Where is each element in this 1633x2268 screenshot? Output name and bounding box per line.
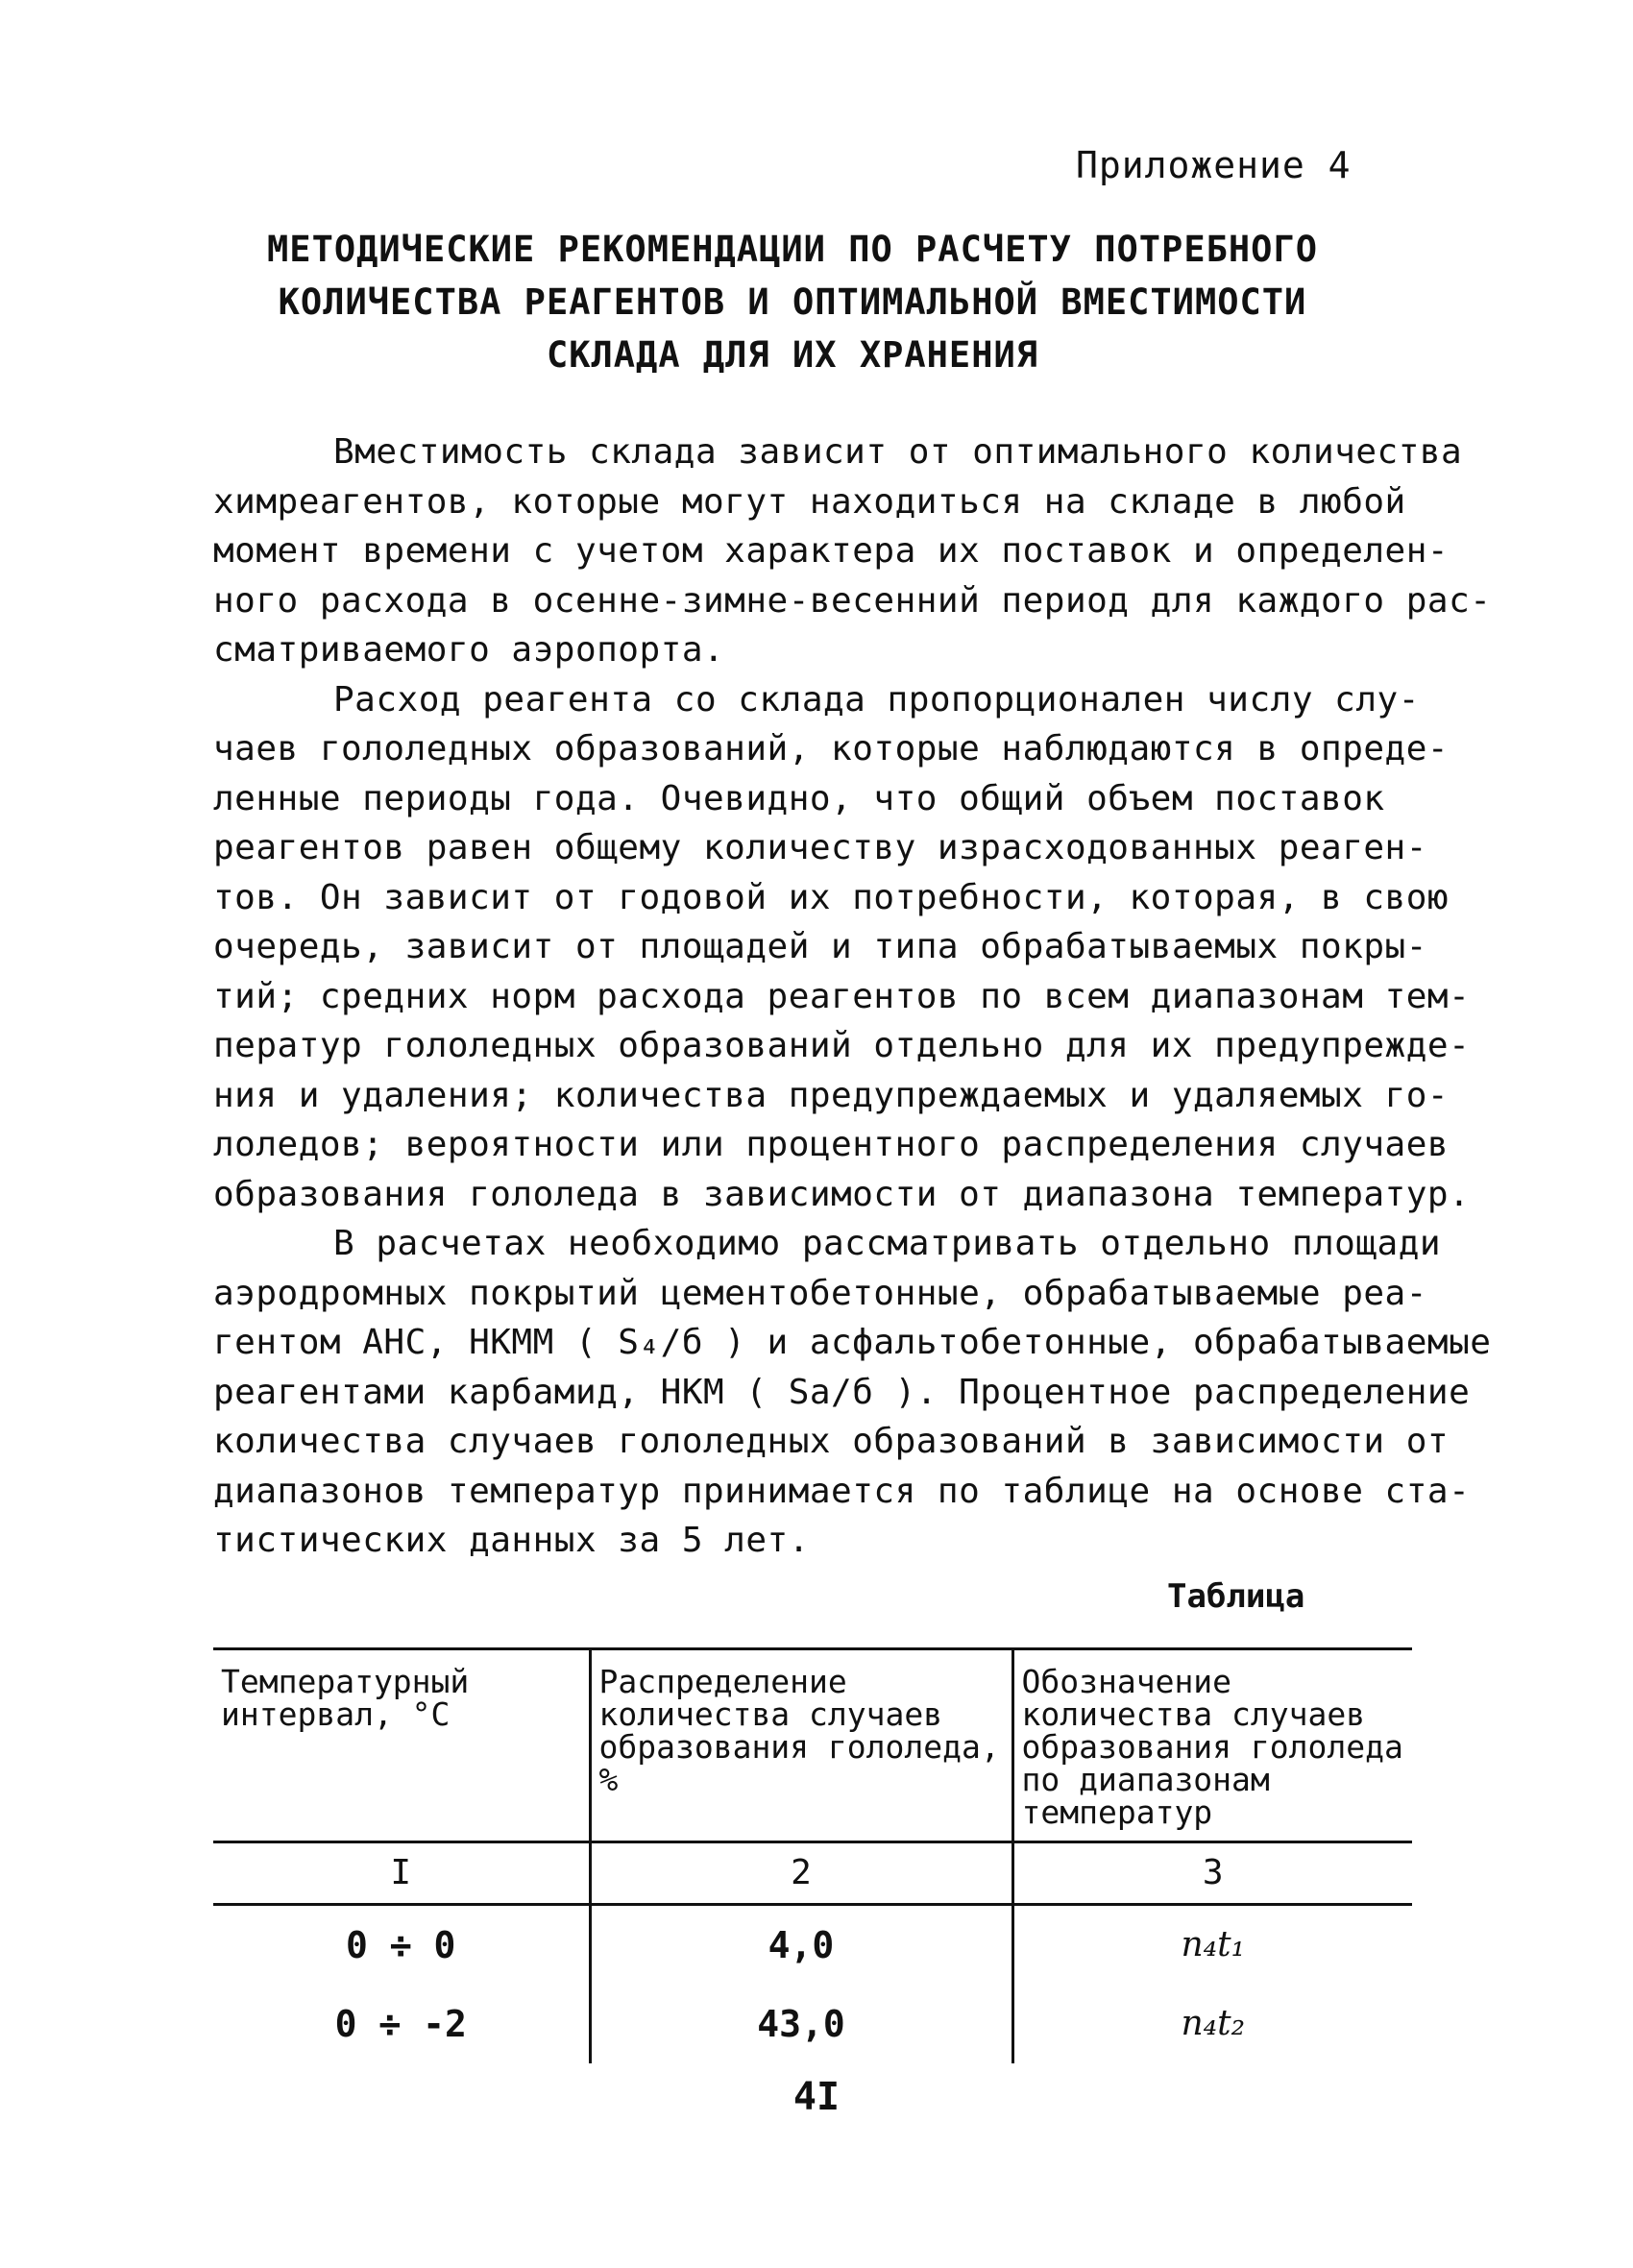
column-number: I (213, 1842, 590, 1905)
text-line: ператур гололедных образований отдельно для их предупрежде- (213, 1026, 1471, 1065)
title-line: МЕТОДИЧЕСКИЕ РЕКОМЕНДАЦИИ ПО РАСЧЕТУ ПОТРЕБНОГО (267, 229, 1318, 270)
text-line: лоледов; вероятности или процентного распределения случаев (213, 1125, 1450, 1164)
text-line: ленные периоды года. Очевидно, что общий объем поставок (213, 778, 1385, 818)
text-line: сматриваемого аэропорта. (213, 630, 725, 670)
cell-symbol: n₄t₂ (1012, 1985, 1412, 2063)
text-line: химреагентов, которые могут находиться на складе в любой (213, 481, 1406, 522)
text-line: В расчетах необходимо рассматривать отдельно площади (333, 1224, 1442, 1263)
text-line: гентом АНС, НКММ ( S₄/б ) и асфальтобетонные, обрабатываемые (213, 1323, 1492, 1362)
paragraph-1 (213, 427, 1492, 675)
page-number: 4I (792, 2075, 841, 2119)
paragraph-2 (213, 675, 1471, 1220)
text-line: тий; средних норм расхода реагентов по всем диапазонам тем- (213, 976, 1471, 1016)
cell-symbol: n₄t₁ (1012, 1905, 1412, 1986)
table-row (213, 1905, 1412, 1986)
text-line: ния и удаления; количества предупреждаемых и удаляемых го- (213, 1075, 1450, 1115)
table-caption: Таблица (1167, 1577, 1305, 1616)
text-line: аэродромных покрытий цементобетонные, обрабатываемые реа- (213, 1273, 1427, 1313)
column-number: 2 (590, 1842, 1012, 1905)
text-line: тистических данных за 5 лет. (213, 1521, 810, 1560)
title-line: СКЛАДА ДЛЯ ИХ ХРАНЕНИЯ (546, 334, 1039, 376)
cell-interval: 0 ÷ 0 (346, 1924, 456, 1966)
header-temperature-interval: Температурный интервал, °С (213, 1649, 590, 1842)
text-line: диапазонов температур принимается по таблице на основе ста- (213, 1471, 1471, 1511)
cell-percent: 43,0 (590, 1985, 1012, 2063)
text-line: тов. Он зависит от годовой их потребности, которая, в свою (213, 877, 1450, 917)
column-number: 3 (1012, 1842, 1412, 1905)
text-line: Расход реагента со склада пропорционален числу слу- (333, 679, 1420, 719)
text-line: реагентов равен общему количеству израсходованных реаген- (213, 828, 1427, 867)
text-line: количества случаев гололедных образований в зависимости от (213, 1422, 1450, 1461)
column-number-row (213, 1842, 1412, 1905)
body-text (213, 427, 1492, 1566)
data-table (213, 1647, 1412, 2063)
text-line: Вместимость склада зависит от оптимального количества (333, 432, 1463, 472)
header-designation: Обозначение количества случаев образования гололеда по диапазонам температур (1012, 1649, 1412, 1842)
text-line: очередь, зависит от площадей и типа обрабатываемых покры- (213, 927, 1427, 966)
text-line: реагентами карбамид, НКМ ( Sа/б ). Процентное распределение (213, 1372, 1471, 1412)
paragraph-3 (213, 1219, 1492, 1566)
text-line: ного расхода в осенне-зимне-весенний период для каждого рас- (213, 580, 1492, 621)
header-distribution-percent: Распределение количества случаев образования гололеда, % (590, 1649, 1012, 1842)
text-line: образования гололеда в зависимости от диапазона температур. (213, 1174, 1471, 1214)
cell-interval: 0 ÷ -2 (334, 2003, 467, 2045)
table-header-row (213, 1649, 1412, 1842)
title-line: КОЛИЧЕСТВА РЕАГЕНТОВ И ОПТИМАЛЬНОЙ ВМЕСТИМОСТИ (278, 281, 1307, 323)
text-line: чаев гололедных образований, которые наблюдаются в опреде- (213, 729, 1450, 768)
document-title (192, 223, 1393, 381)
cell-percent: 4,0 (590, 1905, 1012, 1986)
table-row (213, 1985, 1412, 2063)
text-line: момент времени с учетом характера их поставок и определен- (213, 531, 1450, 571)
appendix-label: Приложение 4 (1076, 144, 1352, 186)
